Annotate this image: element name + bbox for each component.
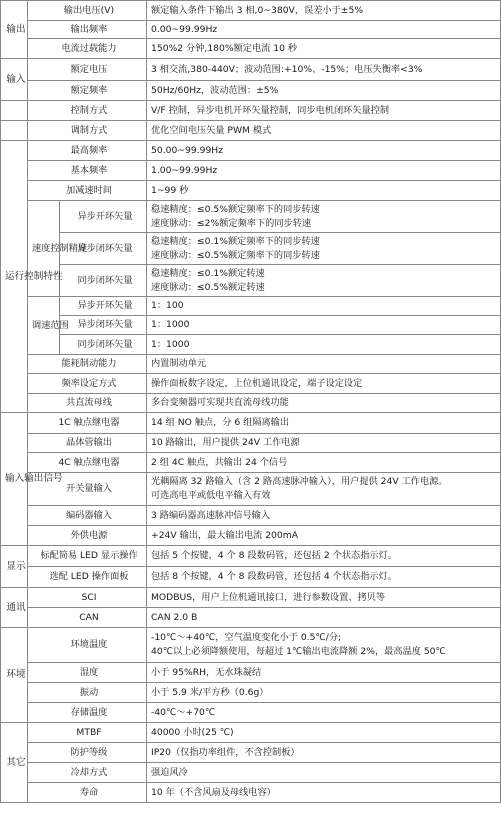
row-label: 开关量输入 <box>28 473 147 506</box>
row-value: 1：1000 <box>147 316 501 335</box>
row-value: 3 相交流,380-440V；波动范围:+10%、-15%；电压失衡率<3% <box>147 59 501 81</box>
row-value: 优化空间电压矢量 PWM 模式 <box>147 121 501 141</box>
row-value: 40000 小时(25 ℃) <box>147 723 501 743</box>
value-line: 速度脉动：≤2%额定频率下的同步转速 <box>151 217 312 229</box>
table-row <box>1 783 501 803</box>
row-value: 小于 95%RH，无水珠凝结 <box>147 663 501 683</box>
row-label: 电流过载能力 <box>28 39 147 59</box>
row-value: 14 组 NO 触点，分 6 组隔离输出 <box>147 413 501 434</box>
row-value: +24V 输出，最大输出电流 200mA <box>147 526 501 546</box>
row-label: 湿度 <box>28 663 147 683</box>
row-value: CAN 2.0 B <box>147 608 501 628</box>
table-row <box>1 141 501 161</box>
row-value: 0.00~99.99Hz <box>147 21 501 39</box>
table-row <box>1 743 501 763</box>
row-value: 50.00~99.99Hz <box>147 141 501 161</box>
row-value: 多台变频器可实现共直流母线功能 <box>147 394 501 413</box>
table-row <box>1 663 501 683</box>
subcategory-speed-range: 调速范围 <box>28 297 60 355</box>
row-label: 环境温度 <box>28 628 147 663</box>
row-label: 4C 触点继电器 <box>28 453 147 473</box>
row-label: 异步闭环矢量 <box>60 233 147 265</box>
row-label: 额定频率 <box>28 81 147 101</box>
row-value <box>147 201 501 233</box>
table-row <box>1 59 501 81</box>
table-row <box>1 703 501 723</box>
row-label: 1C 触点继电器 <box>28 413 147 434</box>
value-line: 速度脉动：≤0.5%额定转速 <box>151 281 265 293</box>
category-blank <box>1 121 28 141</box>
category-communication: 通讯 <box>1 588 28 628</box>
table-row <box>1 181 501 201</box>
table-row <box>1 335 501 355</box>
value-line: 可选高电平或低电平输入有效 <box>151 490 271 501</box>
row-label: SCI <box>28 588 147 608</box>
table-row <box>1 526 501 546</box>
category-input: 输入 <box>1 59 28 101</box>
row-value: 额定输入条件下输出 3 相,0~380V，误差小于±5% <box>147 1 501 21</box>
row-value: 1：1000 <box>147 335 501 355</box>
table-row <box>1 608 501 628</box>
category-other: 其它 <box>1 723 28 803</box>
table-row <box>1 473 501 506</box>
table-row <box>1 413 501 434</box>
row-label: 外供电源 <box>28 526 147 546</box>
table-row <box>1 683 501 703</box>
row-label: 异步开环矢量 <box>60 201 147 233</box>
row-value: 10 年（不含风扇及母线电容） <box>147 783 501 803</box>
category-display: 显示 <box>1 546 28 588</box>
value-line: 稳速精度：≤0.5%额定频率下的同步转速 <box>151 203 320 215</box>
table-row <box>1 81 501 101</box>
row-label: 频率设定方式 <box>28 374 147 394</box>
table-row <box>1 374 501 394</box>
row-value <box>147 628 501 663</box>
row-label: 输出电压(V) <box>28 1 147 21</box>
row-value: 小于 5.9 米/平方秒（0.6g） <box>147 683 501 703</box>
row-value: 操作面板数字设定，上位机通讯设定，端子设定设定 <box>147 374 501 394</box>
table-row <box>1 265 501 297</box>
subcategory-speed-accuracy: 速度控制精度 <box>28 201 60 297</box>
row-value: 10 路输出，用户提供 24V 工作电源 <box>147 434 501 453</box>
row-value: V/F 控制，异步电机开环矢量控制，同步电机闭环矢量控制 <box>147 101 501 121</box>
table-row <box>1 628 501 663</box>
row-label: 同步闭环矢量 <box>60 335 147 355</box>
row-value: 2 组 4C 触点，共输出 24 个信号 <box>147 453 501 473</box>
row-value: 1~99 秒 <box>147 181 501 201</box>
row-label: 控制方式 <box>28 101 147 121</box>
table-row <box>1 355 501 374</box>
table-row <box>1 546 501 567</box>
table-row <box>1 723 501 743</box>
table-row <box>1 506 501 526</box>
row-value: 1：100 <box>147 297 501 316</box>
table-row <box>1 316 501 335</box>
category-environment: 环境 <box>1 628 28 723</box>
value-line: -10℃～+40℃，空气温度变化小于 0.5℃/分; <box>151 632 342 644</box>
category-run-control: 运行控制特性 <box>1 141 28 413</box>
table-row <box>1 1 501 21</box>
row-value: IP20（仅指功率组件，不含控制板） <box>147 743 501 763</box>
table-row <box>1 763 501 783</box>
row-label: MTBF <box>28 723 147 743</box>
row-value: MODBUS，用户上位机通讯接口，进行参数设置、拷贝等 <box>147 588 501 608</box>
table-row <box>1 394 501 413</box>
table-row <box>1 453 501 473</box>
value-line: 速度脉动：≤0.5%额定频率下的同步转速 <box>151 249 320 261</box>
table-row <box>1 297 501 316</box>
row-value: 1.00~99.99Hz <box>147 161 501 181</box>
row-value: 包括 5 个按键，4 个 8 段数码管，还包括 2 个状态指示灯。 <box>147 546 501 567</box>
value-line: 稳速精度：≤0.1%额定转速 <box>151 267 265 279</box>
row-label: 晶体管输出 <box>28 434 147 453</box>
row-label: 防护等级 <box>28 743 147 763</box>
table-row <box>1 588 501 608</box>
row-value: 包括 8 个按键，4 个 8 段数码管，还包括 4 个状态指示灯。 <box>147 567 501 588</box>
row-label: 异步闭环矢量 <box>60 316 147 335</box>
category-blank <box>1 101 28 121</box>
row-label: 能耗制动能力 <box>28 355 147 374</box>
row-label: 异步开环矢量 <box>60 297 147 316</box>
row-label: 标配简易 LED 显示操作 <box>28 546 147 567</box>
row-label: 共直流母线 <box>28 394 147 413</box>
row-label: 冷却方式 <box>28 763 147 783</box>
row-label: 加减速时间 <box>28 181 147 201</box>
category-output: 输出 <box>1 1 28 59</box>
table-row <box>1 39 501 59</box>
row-label: 寿命 <box>28 783 147 803</box>
value-line: 光耦隔离 32 路输入（含 2 路高速脉冲输入），用户提供 24V 工作电源。 <box>151 476 448 488</box>
row-value: 50Hz/60Hz，波动范围：±5% <box>147 81 501 101</box>
row-label: 编码器输入 <box>28 506 147 526</box>
row-label: 基本频率 <box>28 161 147 181</box>
row-value: 150%2 分钟,180%额定电流 10 秒 <box>147 39 501 59</box>
row-value: 3 路编码器高速脉冲信号输入 <box>147 506 501 526</box>
row-value <box>147 265 501 297</box>
table-row <box>1 121 501 141</box>
row-label: 同步闭环矢量 <box>60 265 147 297</box>
table-row <box>1 161 501 181</box>
value-line: 稳速精度：≤0.1%额定频率下的同步转速 <box>151 235 320 247</box>
row-label: 额定电压 <box>28 59 147 81</box>
value-line: 40℃以上必须降额使用，每超过 1℃输出电流降额 2%，最高温度 50℃ <box>151 646 446 657</box>
table-row <box>1 101 501 121</box>
row-label: 振动 <box>28 683 147 703</box>
row-label: 存储温度 <box>28 703 147 723</box>
table-row <box>1 21 501 39</box>
row-label: 选配 LED 操作面板 <box>28 567 147 588</box>
table-row <box>1 567 501 588</box>
table-row <box>1 434 501 453</box>
row-value <box>147 233 501 265</box>
row-value <box>147 473 501 506</box>
row-label: 输出频率 <box>28 21 147 39</box>
row-value: 内置制动单元 <box>147 355 501 374</box>
row-label: 调制方式 <box>28 121 147 141</box>
row-value: -40℃～+70℃ <box>147 703 501 723</box>
row-label: CAN <box>28 608 147 628</box>
category-io-signal: 输入输出信号 <box>1 413 28 546</box>
row-label: 最高频率 <box>28 141 147 161</box>
row-value: 强迫风冷 <box>147 763 501 783</box>
table-row <box>1 201 501 233</box>
